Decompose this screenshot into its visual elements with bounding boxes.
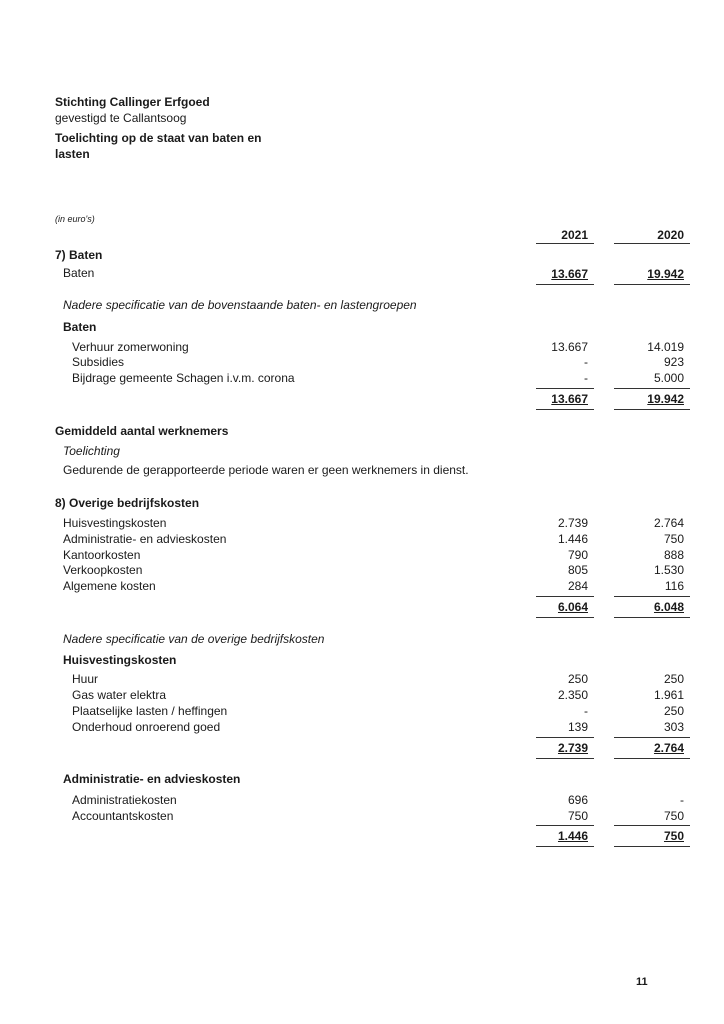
table-row-value-2020: 250	[663, 704, 684, 718]
section-heading-employees: Gemiddeld aantal werknemers	[55, 424, 229, 438]
specification-heading: Nadere specificatie van de bovenstaande baten- en lastengroepen	[63, 298, 417, 312]
table-row-label: Accountantskosten	[72, 809, 174, 823]
total-value-2021: 6.064	[557, 600, 588, 614]
total-value-2020: 2.764	[653, 741, 684, 755]
table-row-value-2021: 790	[567, 548, 588, 562]
table-row-label: Plaatselijke lasten / heffingen	[72, 704, 228, 718]
table-row-label: Verkoopkosten	[63, 563, 143, 577]
table-row-label: Administratie- en advieskosten	[63, 532, 227, 546]
table-row-value-2021: 696	[567, 793, 588, 807]
table-row-value-2021: 250	[567, 672, 588, 686]
employees-subheading: Toelichting	[63, 444, 120, 458]
group-heading-administratie: Administratie- en advieskosten	[63, 772, 241, 786]
subtotal-rule	[536, 737, 594, 738]
table-row-value-2020: 303	[663, 720, 684, 734]
table-row-value-2020: -	[680, 793, 684, 807]
subtotal-rule	[536, 388, 594, 389]
value-2021: 13.667	[551, 267, 588, 281]
table-row-value-2021: 284	[567, 579, 588, 593]
page-title-line-2: lasten	[55, 147, 90, 161]
double-rule	[536, 846, 594, 847]
subtotal-rule	[614, 596, 690, 597]
table-row-label: Subsidies	[72, 355, 125, 369]
double-rule	[614, 284, 690, 285]
subtotal-rule	[614, 388, 690, 389]
total-value-2021: 1.446	[557, 829, 588, 843]
organization-location: gevestigd te Callantsoog	[55, 111, 187, 125]
column-header-rule-2021	[536, 243, 594, 244]
double-rule	[614, 846, 690, 847]
table-row-label: Algemene kosten	[63, 579, 156, 593]
currency-note: (in euro's)	[55, 214, 95, 224]
row-label: Baten	[63, 266, 95, 280]
subtotal-rule	[614, 737, 690, 738]
table-row-value-2020: 750	[663, 532, 684, 546]
table-row-value-2021: -	[584, 704, 588, 718]
table-row-value-2021: -	[584, 371, 588, 385]
group-heading-huisvestingskosten: Huisvestingskosten	[63, 653, 177, 667]
table-row-value-2021: 13.667	[551, 340, 588, 354]
total-value-2021: 13.667	[551, 392, 588, 406]
table-row-value-2020: 1.530	[653, 563, 684, 577]
table-row-value-2020: 888	[663, 548, 684, 562]
table-row-value-2020: 5.000	[653, 371, 684, 385]
column-header-rule-2020	[614, 243, 690, 244]
group-heading-baten: Baten	[63, 320, 97, 334]
value-2020: 19.942	[647, 267, 684, 281]
table-row-value-2021: 2.350	[557, 688, 588, 702]
table-row-label: Huur	[72, 672, 99, 686]
double-rule	[536, 284, 594, 285]
table-row-label: Kantoorkosten	[63, 548, 141, 562]
total-value-2020: 6.048	[653, 600, 684, 614]
table-row-value-2020: 923	[663, 355, 684, 369]
double-rule	[614, 758, 690, 759]
table-row-value-2021: 805	[567, 563, 588, 577]
table-row-label: Bijdrage gemeente Schagen i.v.m. corona	[72, 371, 295, 385]
double-rule	[614, 409, 690, 410]
column-header-2021: 2021	[561, 228, 588, 242]
subtotal-rule	[614, 825, 690, 826]
table-row-value-2020: 116	[664, 579, 684, 593]
double-rule	[536, 617, 594, 618]
employees-text: Gedurende de gerapporteerde periode waren er geen werknemers in dienst.	[63, 463, 469, 477]
column-header-2020: 2020	[657, 228, 684, 242]
subtotal-rule	[536, 825, 594, 826]
double-rule	[536, 409, 594, 410]
total-value-2021: 2.739	[557, 741, 588, 755]
table-row-value-2020: 1.961	[653, 688, 684, 702]
double-rule	[536, 758, 594, 759]
table-row-value-2020: 14.019	[647, 340, 684, 354]
total-value-2020: 19.942	[647, 392, 684, 406]
subtotal-rule	[536, 596, 594, 597]
page-number: 11	[636, 976, 648, 988]
table-row-value-2021: 750	[567, 809, 588, 823]
specification-heading: Nadere specificatie van de overige bedrijfskosten	[63, 632, 325, 646]
table-row-value-2020: 750	[663, 809, 684, 823]
table-row-label: Onderhoud onroerend goed	[72, 720, 221, 734]
table-row-label: Gas water elektra	[72, 688, 167, 702]
table-row-value-2020: 250	[663, 672, 684, 686]
double-rule	[614, 617, 690, 618]
table-row-label: Administratiekosten	[72, 793, 177, 807]
section-heading-overige-bedrijfskosten: 8) Overige bedrijfskosten	[55, 496, 200, 510]
organization-name: Stichting Callinger Erfgoed	[55, 95, 210, 109]
table-row-value-2021: 139	[567, 720, 588, 734]
table-row-value-2020: 2.764	[653, 516, 684, 530]
table-row-value-2021: 2.739	[557, 516, 588, 530]
table-row-label: Verhuur zomerwoning	[72, 340, 189, 354]
table-row-value-2021: -	[584, 355, 588, 369]
section-heading-baten: 7) Baten	[55, 248, 103, 262]
table-row-value-2021: 1.446	[557, 532, 588, 546]
table-row-label: Huisvestingskosten	[63, 516, 167, 530]
page-title-line-1: Toelichting op de staat van baten en	[55, 131, 262, 145]
total-value-2020: 750	[663, 829, 684, 843]
